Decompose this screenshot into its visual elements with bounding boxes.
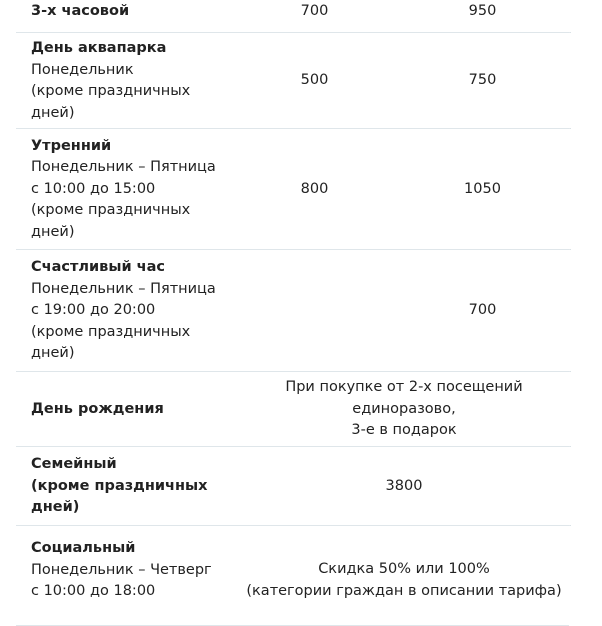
tariff-title: Социальный: [31, 540, 136, 556]
table-row: [0, 447, 602, 526]
tariff-name-cell: [0, 38, 272, 124]
tariff-description-line: Понедельник – Пятница: [31, 280, 216, 297]
combined-price-cell: [244, 538, 564, 602]
table-row: [0, 372, 602, 447]
tariff-description-line: (кроме праздничных: [31, 323, 191, 340]
combined-price-cell: [254, 377, 554, 442]
price-note-line: Скидка 50% или 100%: [318, 561, 490, 577]
tariff-title: Утренний: [31, 137, 112, 154]
weekend-price: 700: [468, 302, 497, 319]
table-row: [0, 129, 602, 250]
tariff-description-line: Понедельник – Пятница: [31, 159, 216, 176]
tariff-name-cell: [0, 538, 272, 603]
weekend-price: 950: [468, 3, 497, 20]
tariff-description-line: Понедельник – Четверг: [31, 561, 212, 578]
table-row: [0, 526, 602, 626]
tariff-title: День рождения: [31, 400, 164, 417]
table-row: [0, 250, 602, 372]
weekday-price: 800: [300, 180, 329, 197]
tariff-title: День аквапарка: [31, 40, 167, 56]
tariff-name-cell: [0, 1, 272, 23]
price-note-line: При покупке от 2-х посещений: [285, 379, 523, 396]
tariff-description-line: Понедельник: [31, 61, 134, 78]
tariff-description-line: (кроме праздничных: [31, 202, 191, 219]
tariff-description-line: дней): [31, 223, 75, 240]
tariff-description-line: дней): [31, 104, 75, 121]
combined-price-cell: [254, 476, 554, 498]
tariff-name-cell: [0, 399, 272, 421]
tariff-title: Семейный: [31, 456, 117, 473]
table-row: [0, 0, 602, 33]
tariff-description-line: дней): [31, 345, 75, 362]
weekday-price: 500: [300, 72, 329, 89]
tariff-title-line: (кроме праздничных: [31, 477, 208, 494]
tariff-description-line: с 19:00 до 20:00: [31, 302, 156, 319]
tariff-name-cell: [0, 136, 272, 244]
price-note-line: 3800: [385, 477, 423, 494]
table-row: [0, 33, 602, 129]
price-note-line: единоразово,: [352, 400, 456, 417]
tariff-title-line: дней): [31, 499, 80, 516]
price-note-line: 3-е в подарок: [351, 422, 457, 439]
tariff-name-cell: [0, 257, 272, 365]
price-note-line: (категории граждан в описании тарифа): [246, 582, 562, 599]
tariff-description-line: с 10:00 до 18:00: [31, 583, 156, 599]
tariff-name-cell: [0, 454, 272, 519]
weekday-price: 700: [300, 3, 329, 20]
tariff-description-line: с 10:00 до 15:00: [31, 180, 156, 197]
tariff-title: 3-х часовой: [31, 3, 130, 20]
tariff-title: Счастливый час: [31, 259, 165, 276]
weekend-price: 1050: [464, 180, 501, 197]
weekend-price: 750: [468, 72, 497, 89]
tariff-description-line: (кроме праздничных: [31, 83, 191, 99]
